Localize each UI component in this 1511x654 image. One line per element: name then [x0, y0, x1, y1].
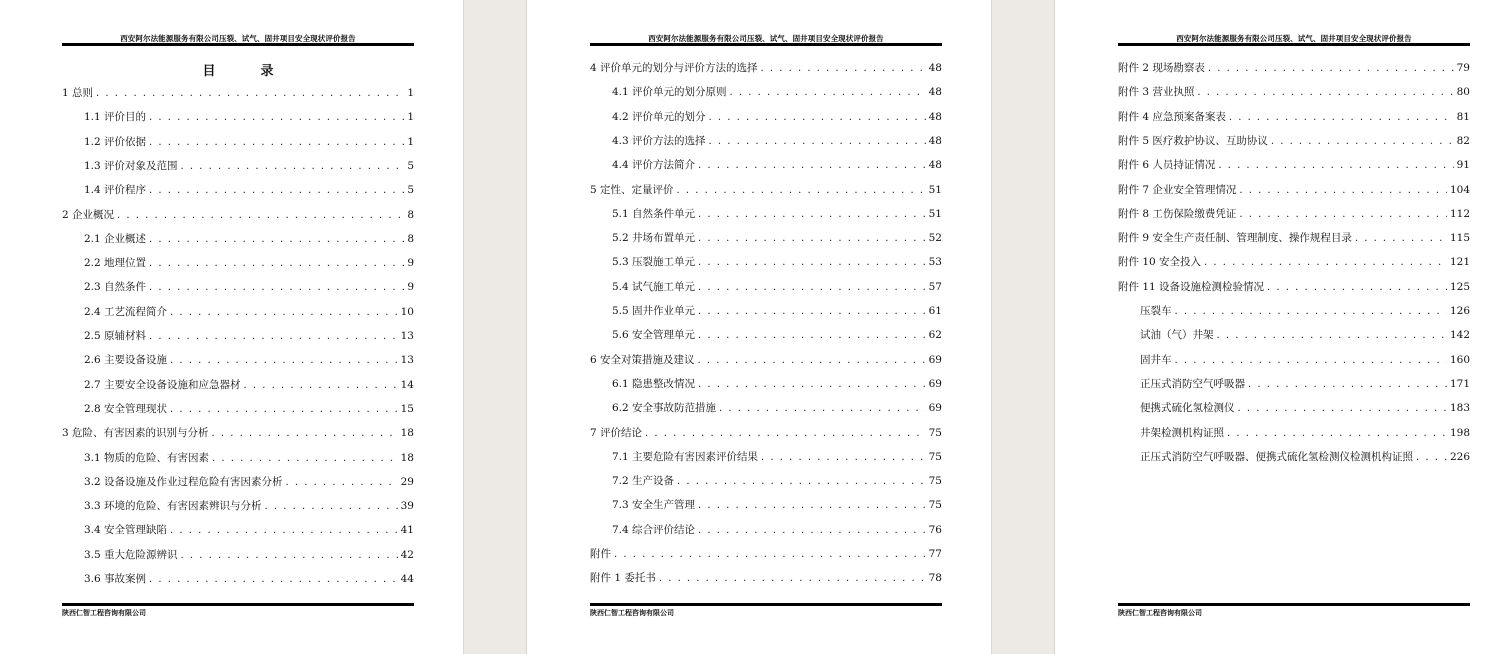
- toc-dot-leader: [698, 523, 926, 539]
- toc-entry-page-number: 57: [928, 280, 942, 293]
- toc-entry-page-number: 51: [928, 207, 942, 220]
- toc-entry-page-number: 82: [1456, 134, 1470, 147]
- document-page-2: [590, 0, 942, 654]
- toc-entry-page-number: 9: [407, 257, 414, 270]
- toc-entry[interactable]: [590, 522, 942, 538]
- toc-entry[interactable]: [1118, 425, 1470, 441]
- toc-entry-title: 附件 11 设备设施检测检验情况: [1118, 280, 1265, 293]
- toc-entry[interactable]: [1118, 206, 1470, 222]
- toc-entry-title: 附件 2 现场勘察表: [1118, 62, 1205, 74]
- toc-entry-title: 附件 1 委托书: [590, 572, 656, 585]
- toc-entry-title: 3.4 安全管理缺陷: [84, 524, 168, 537]
- toc-entry-title: 6.1 隐患整改情况: [612, 377, 696, 390]
- toc-entry-title: 3.1 物质的危险、有害因素: [84, 451, 210, 464]
- toc-entry-title: 5.5 固井作业单元: [612, 305, 696, 317]
- toc-dot-leader: [149, 135, 404, 151]
- toc-entry-page-number: 53: [928, 256, 942, 269]
- toc-entry-title: 5.4 试气施工单元: [612, 280, 696, 293]
- footer-rule: [590, 603, 942, 606]
- toc-entry-page-number: 171: [1449, 377, 1470, 390]
- toc-dot-leader: [698, 231, 926, 247]
- toc-dot-leader: [698, 158, 926, 174]
- toc-entry[interactable]: [62, 450, 414, 466]
- toc-entry-title: 7.2 生产设备: [612, 475, 675, 488]
- toc-entry-title: 附件 10 安全投入: [1118, 256, 1202, 269]
- toc-entry-page-number: 77: [928, 548, 942, 560]
- toc-dot-leader: [149, 110, 404, 126]
- toc-entry-page-number: 51: [928, 183, 942, 196]
- page-header: 西安阿尔法能源服务有限公司压裂、试气、固井项目安全现状评价报告: [1176, 34, 1412, 43]
- toc-entry[interactable]: [1118, 109, 1470, 125]
- toc-dot-leader: [1267, 280, 1447, 296]
- toc-entry-page-number: 41: [400, 524, 414, 537]
- toc-entry-title: 1 总则: [62, 87, 94, 99]
- toc-entry-title: 4.4 评价方法简介: [612, 159, 696, 172]
- toc-entry-title: 正压式消防空气呼吸器: [1140, 377, 1245, 390]
- toc-dot-leader: [761, 450, 926, 466]
- toc-dot-leader: [1227, 426, 1447, 442]
- toc-entry[interactable]: [590, 157, 942, 173]
- toc-entry-page-number: 15: [400, 402, 414, 415]
- toc-entry-page-number: 78: [928, 572, 942, 585]
- page-gap-right: [991, 0, 1055, 654]
- toc-entry-page-number: 183: [1449, 402, 1470, 415]
- toc-dot-leader: [1239, 183, 1447, 199]
- toc-entry[interactable]: [590, 254, 942, 270]
- toc-dot-leader: [1208, 61, 1454, 77]
- toc-entry-title: 7.4 综合评价结论: [612, 523, 696, 536]
- toc-entry-title: 2.4 工艺流程简介: [84, 305, 168, 318]
- toc-dot-leader: [719, 401, 926, 417]
- toc-entry-page-number: 48: [928, 134, 942, 147]
- toc-dot-leader: [149, 280, 404, 296]
- toc-entry-page-number: 8: [407, 232, 414, 245]
- toc-entry-page-number: 1: [407, 87, 414, 99]
- toc-dot-leader: [1175, 304, 1447, 320]
- page-gap-left: [463, 0, 527, 654]
- toc-dot-leader: [181, 548, 398, 564]
- toc-dot-leader: [1175, 353, 1447, 369]
- toc-entry[interactable]: [590, 133, 942, 149]
- toc-dot-leader: [181, 159, 405, 175]
- toc-entry[interactable]: [1118, 400, 1470, 416]
- toc-entry-title: 4.1 评价单元的划分原则: [612, 86, 727, 99]
- toc-entry-page-number: 75: [928, 499, 942, 512]
- toc-entry[interactable]: [590, 546, 942, 562]
- toc-dot-leader: [1229, 110, 1454, 126]
- header-rule: [1118, 43, 1470, 46]
- toc-entry[interactable]: [1118, 376, 1470, 392]
- toc-entry[interactable]: [1118, 60, 1470, 76]
- toc-dot-leader: [117, 208, 404, 224]
- toc-entry-page-number: 9: [407, 281, 414, 294]
- toc-entry-page-number: 61: [928, 305, 942, 317]
- toc-entry-page-number: 52: [928, 232, 942, 245]
- toc-entry-title: 3 危险、有害因素的识别与分析: [62, 427, 209, 440]
- toc-entry[interactable]: [590, 230, 942, 246]
- toc-entry-page-number: 5: [407, 184, 414, 197]
- toc-dot-leader: [698, 255, 926, 271]
- toc-entry-title: 3.5 重大危险源辨识: [84, 548, 178, 561]
- toc-entry[interactable]: [1118, 449, 1470, 465]
- toc-dot-leader: [698, 498, 926, 514]
- toc-entry[interactable]: [590, 206, 942, 222]
- toc-entry[interactable]: [62, 231, 414, 247]
- toc-dot-leader: [1271, 134, 1454, 150]
- toc-entry[interactable]: [62, 207, 414, 223]
- toc-entry-page-number: 42: [400, 548, 414, 561]
- toc-dot-leader: [1217, 328, 1447, 344]
- toc-entry-title: 2 企业概况: [62, 208, 115, 221]
- toc-entry-title: 压裂车: [1140, 305, 1172, 317]
- toc-dot-leader: [212, 451, 398, 467]
- footer-rule: [1118, 603, 1470, 606]
- toc-entry[interactable]: [62, 85, 414, 101]
- toc-entry-title: 附件 7 企业安全管理情况: [1118, 183, 1237, 196]
- toc-dot-leader: [170, 353, 398, 369]
- toc-entry-title: 7 评价结论: [590, 426, 643, 439]
- toc-entry[interactable]: [590, 352, 942, 368]
- toc-entry-title: 附件: [590, 548, 611, 560]
- toc-entry[interactable]: [590, 303, 942, 319]
- toc-entry-page-number: 39: [400, 500, 414, 513]
- toc-dot-leader: [761, 61, 926, 77]
- toc-entry-page-number: 69: [928, 377, 942, 390]
- toc-entry-page-number: 115: [1449, 232, 1470, 245]
- toc-entry-title: 5 定性、定量评价: [590, 183, 674, 196]
- toc-entry-title: 1.1 评价目的: [84, 111, 147, 124]
- toc-entry-page-number: 69: [928, 402, 942, 415]
- toc-entry-page-number: 160: [1449, 353, 1470, 366]
- toc-entry-title: 3.2 设备设施及作业过程危险有害因素分析: [84, 475, 283, 488]
- toc-entry-title: 6.2 安全事故防范措施: [612, 402, 717, 415]
- toc-entry[interactable]: [590, 570, 942, 586]
- toc-entry-page-number: 29: [400, 475, 414, 488]
- toc-dot-leader: [614, 547, 926, 563]
- toc-entry-page-number: 48: [928, 110, 942, 123]
- toc-entry-title: 7.3 安全生产管理: [612, 499, 696, 512]
- toc-dot-leader: [1218, 158, 1453, 174]
- toc-entry-title: 附件 9 安全生产责任制、管理制度、操作规程目录: [1118, 232, 1352, 245]
- toc-entry-title: 4.2 评价单元的划分: [612, 110, 706, 123]
- toc-entry[interactable]: [1118, 352, 1470, 368]
- toc-entry[interactable]: [62, 352, 414, 368]
- toc-dot-leader: [244, 378, 398, 394]
- toc-dot-leader: [698, 328, 926, 344]
- toc-entry[interactable]: [62, 377, 414, 393]
- toc-entry[interactable]: [590, 84, 942, 100]
- footer-rule: [62, 603, 414, 606]
- toc-entry[interactable]: [1118, 133, 1470, 149]
- toc-entry[interactable]: [62, 498, 414, 514]
- toc-entry-page-number: 79: [1456, 62, 1470, 74]
- toc-entry[interactable]: [1118, 303, 1470, 319]
- toc-entry[interactable]: [1118, 327, 1470, 343]
- toc-dot-leader: [1238, 401, 1447, 417]
- toc-entry-page-number: 13: [400, 330, 414, 342]
- toc-entry[interactable]: [62, 547, 414, 563]
- toc-entry[interactable]: [62, 401, 414, 417]
- toc-dot-leader: [659, 571, 926, 587]
- page-footer: 陕西仁智工程咨询有限公司: [1118, 608, 1202, 617]
- toc-entry[interactable]: [62, 109, 414, 125]
- document-page-1: [62, 0, 414, 654]
- toc-dot-leader: [286, 475, 398, 491]
- toc-dot-leader: [149, 572, 398, 588]
- toc-entry-title: 附件 5 医疗救护协议、互助协议: [1118, 134, 1268, 147]
- toc-entry-title: 1.3 评价对象及范围: [84, 159, 178, 172]
- toc-dot-leader: [1248, 377, 1447, 393]
- header-rule: [62, 43, 414, 46]
- document-page-3: [1118, 0, 1470, 654]
- toc-entry[interactable]: [590, 425, 942, 441]
- toc-entry-page-number: 1: [407, 111, 414, 124]
- toc-entry[interactable]: [62, 304, 414, 320]
- toc-dot-leader: [1416, 450, 1447, 466]
- toc-entry-page-number: 13: [400, 354, 414, 367]
- toc-entry-title: 5.3 压裂施工单元: [612, 256, 696, 269]
- page-header: 西安阿尔法能源服务有限公司压裂、试气、固井项目安全现状评价报告: [648, 34, 884, 43]
- toc-entry-title: 井架检测机构证照: [1140, 426, 1224, 439]
- header-rule: [590, 43, 942, 46]
- toc-entry-page-number: 18: [400, 427, 414, 440]
- toc-entry-title: 6 安全对策措施及建议: [590, 353, 695, 366]
- toc-entry-page-number: 48: [928, 62, 942, 74]
- toc-dot-leader: [212, 426, 398, 442]
- toc-entry-title: 附件 3 营业执照: [1118, 86, 1195, 99]
- toc-entry[interactable]: [62, 328, 414, 344]
- toc-dot-leader: [698, 280, 926, 296]
- toc-entry-page-number: 1: [407, 135, 414, 148]
- toc-entry[interactable]: [590, 279, 942, 295]
- toc-dot-leader: [709, 110, 926, 126]
- toc-entry-title: 1.2 评价依据: [84, 135, 147, 148]
- toc-entry[interactable]: [590, 473, 942, 489]
- toc-entry-title: 附件 8 工伤保险缴费凭证: [1118, 207, 1237, 220]
- toc-entry-page-number: 10: [400, 305, 414, 318]
- toc-dot-leader: [149, 256, 404, 272]
- toc-dot-leader: [645, 426, 926, 442]
- toc-entry[interactable]: [62, 571, 414, 587]
- toc-dot-leader: [1239, 207, 1447, 223]
- toc-dot-leader: [170, 402, 398, 418]
- toc-dot-leader: [265, 499, 398, 515]
- toc-entry-page-number: 125: [1449, 280, 1470, 293]
- toc-entry-page-number: 62: [928, 329, 942, 342]
- toc-entry-title: 5.6 安全管理单元: [612, 329, 696, 342]
- toc-entry-page-number: 75: [928, 450, 942, 463]
- toc-entry[interactable]: [1118, 254, 1470, 270]
- toc-entry[interactable]: [590, 400, 942, 416]
- toc-entry-title: 2.6 主要设备设施: [84, 354, 168, 367]
- toc-entry-title: 2.7 主要安全设备设施和应急器材: [84, 378, 241, 391]
- toc-dot-leader: [149, 232, 404, 248]
- toc-dot-leader: [698, 207, 926, 223]
- toc-entry[interactable]: [62, 279, 414, 295]
- toc-entry-title: 5.1 自然条件单元: [612, 207, 696, 220]
- toc-entry-title: 2.1 企业概述: [84, 232, 147, 245]
- toc-dot-leader: [698, 353, 926, 369]
- toc-entry[interactable]: [590, 109, 942, 125]
- toc-entry-page-number: 75: [928, 426, 942, 439]
- toc-entry-title: 4.3 评价方法的选择: [612, 134, 706, 147]
- toc-entry[interactable]: [62, 474, 414, 490]
- toc-entry-page-number: 121: [1449, 256, 1470, 269]
- toc-entry-page-number: 198: [1449, 426, 1470, 439]
- toc-entry-page-number: 76: [928, 523, 942, 536]
- toc-entry-title: 试油（气）井架: [1140, 329, 1214, 342]
- toc-entry-title: 3.3 环境的危险、有害因素辨识与分析: [84, 500, 262, 513]
- toc-entry-page-number: 8: [407, 208, 414, 221]
- toc-entry-page-number: 104: [1449, 183, 1470, 196]
- toc-entry-title: 便携式硫化氢检测仪: [1140, 402, 1235, 415]
- toc-entry[interactable]: [590, 376, 942, 392]
- toc-dot-leader: [1204, 255, 1447, 271]
- toc-entry-title: 3.6 事故案例: [84, 573, 147, 585]
- toc-entry-title: 附件 4 应急预案备案表: [1118, 110, 1226, 123]
- toc-entry-title: 正压式消防空气呼吸器、便携式硫化氢检测仪检测机构证照: [1140, 450, 1413, 463]
- page-footer: 陕西仁智工程咨询有限公司: [590, 608, 674, 617]
- toc-entry[interactable]: [1118, 182, 1470, 198]
- toc-dot-leader: [170, 523, 398, 539]
- toc-entry-page-number: 5: [407, 159, 414, 172]
- toc-entry-title: 5.2 井场布置单元: [612, 232, 696, 245]
- toc-dot-leader: [96, 86, 404, 102]
- toc-entry-title: 4 评价单元的划分与评价方法的选择: [590, 62, 758, 74]
- toc-title: 目 录: [202, 64, 290, 79]
- toc-entry[interactable]: [590, 327, 942, 343]
- toc-dot-leader: [730, 85, 926, 101]
- page-header: 西安阿尔法能源服务有限公司压裂、试气、固井项目安全现状评价报告: [120, 34, 356, 43]
- toc-dot-leader: [677, 474, 926, 490]
- toc-entry-title: 附件 6 人员持证情况: [1118, 159, 1216, 172]
- toc-entry[interactable]: [62, 522, 414, 538]
- toc-entry-page-number: 48: [928, 159, 942, 172]
- toc-entry-page-number: 75: [928, 475, 942, 488]
- toc-entry[interactable]: [590, 60, 942, 76]
- toc-dot-leader: [1197, 85, 1453, 101]
- toc-entry[interactable]: [62, 158, 414, 174]
- toc-entry[interactable]: [1118, 230, 1470, 246]
- toc-entry[interactable]: [590, 182, 942, 198]
- toc-entry-title: 2.3 自然条件: [84, 281, 147, 294]
- toc-entry-page-number: 48: [928, 86, 942, 99]
- toc-entry-title: 7.1 主要危险有害因素评价结果: [612, 450, 759, 463]
- toc-dot-leader: [170, 305, 398, 321]
- toc-entry-page-number: 18: [400, 451, 414, 464]
- toc-entry-page-number: 126: [1449, 305, 1470, 317]
- toc-dot-leader: [677, 183, 926, 199]
- toc-entry-title: 1.4 评价程序: [84, 184, 147, 197]
- toc-entry-title: 2.2 地理位置: [84, 257, 147, 270]
- toc-dot-leader: [698, 377, 926, 393]
- toc-dot-leader: [698, 304, 926, 320]
- toc-entry-page-number: 81: [1456, 110, 1470, 123]
- toc-entry-page-number: 44: [400, 573, 414, 585]
- toc-entry[interactable]: [590, 449, 942, 465]
- toc-dot-leader: [149, 329, 398, 345]
- toc-dot-leader: [1355, 231, 1447, 247]
- toc-entry-page-number: 14: [400, 378, 414, 391]
- toc-dot-leader: [709, 134, 926, 150]
- page-footer: 陕西仁智工程咨询有限公司: [62, 608, 146, 617]
- toc-entry-title: 2.8 安全管理现状: [84, 402, 168, 415]
- toc-entry-page-number: 91: [1456, 159, 1470, 172]
- toc-entry-title: 固井车: [1140, 353, 1172, 366]
- toc-entry-page-number: 142: [1449, 329, 1470, 342]
- toc-entry[interactable]: [62, 134, 414, 150]
- toc-entry-page-number: 69: [928, 353, 942, 366]
- toc-entry-page-number: 112: [1449, 207, 1470, 220]
- toc-entry[interactable]: [590, 497, 942, 513]
- toc-entry[interactable]: [62, 425, 414, 441]
- toc-entry-title: 2.5 原辅材料: [84, 330, 147, 342]
- toc-entry[interactable]: [1118, 279, 1470, 295]
- toc-entry[interactable]: [1118, 157, 1470, 173]
- toc-entry-page-number: 80: [1456, 86, 1470, 99]
- toc-dot-leader: [149, 183, 404, 199]
- toc-entry[interactable]: [62, 255, 414, 271]
- toc-entry[interactable]: [1118, 84, 1470, 100]
- toc-entry-page-number: 226: [1449, 450, 1470, 463]
- toc-entry[interactable]: [62, 182, 414, 198]
